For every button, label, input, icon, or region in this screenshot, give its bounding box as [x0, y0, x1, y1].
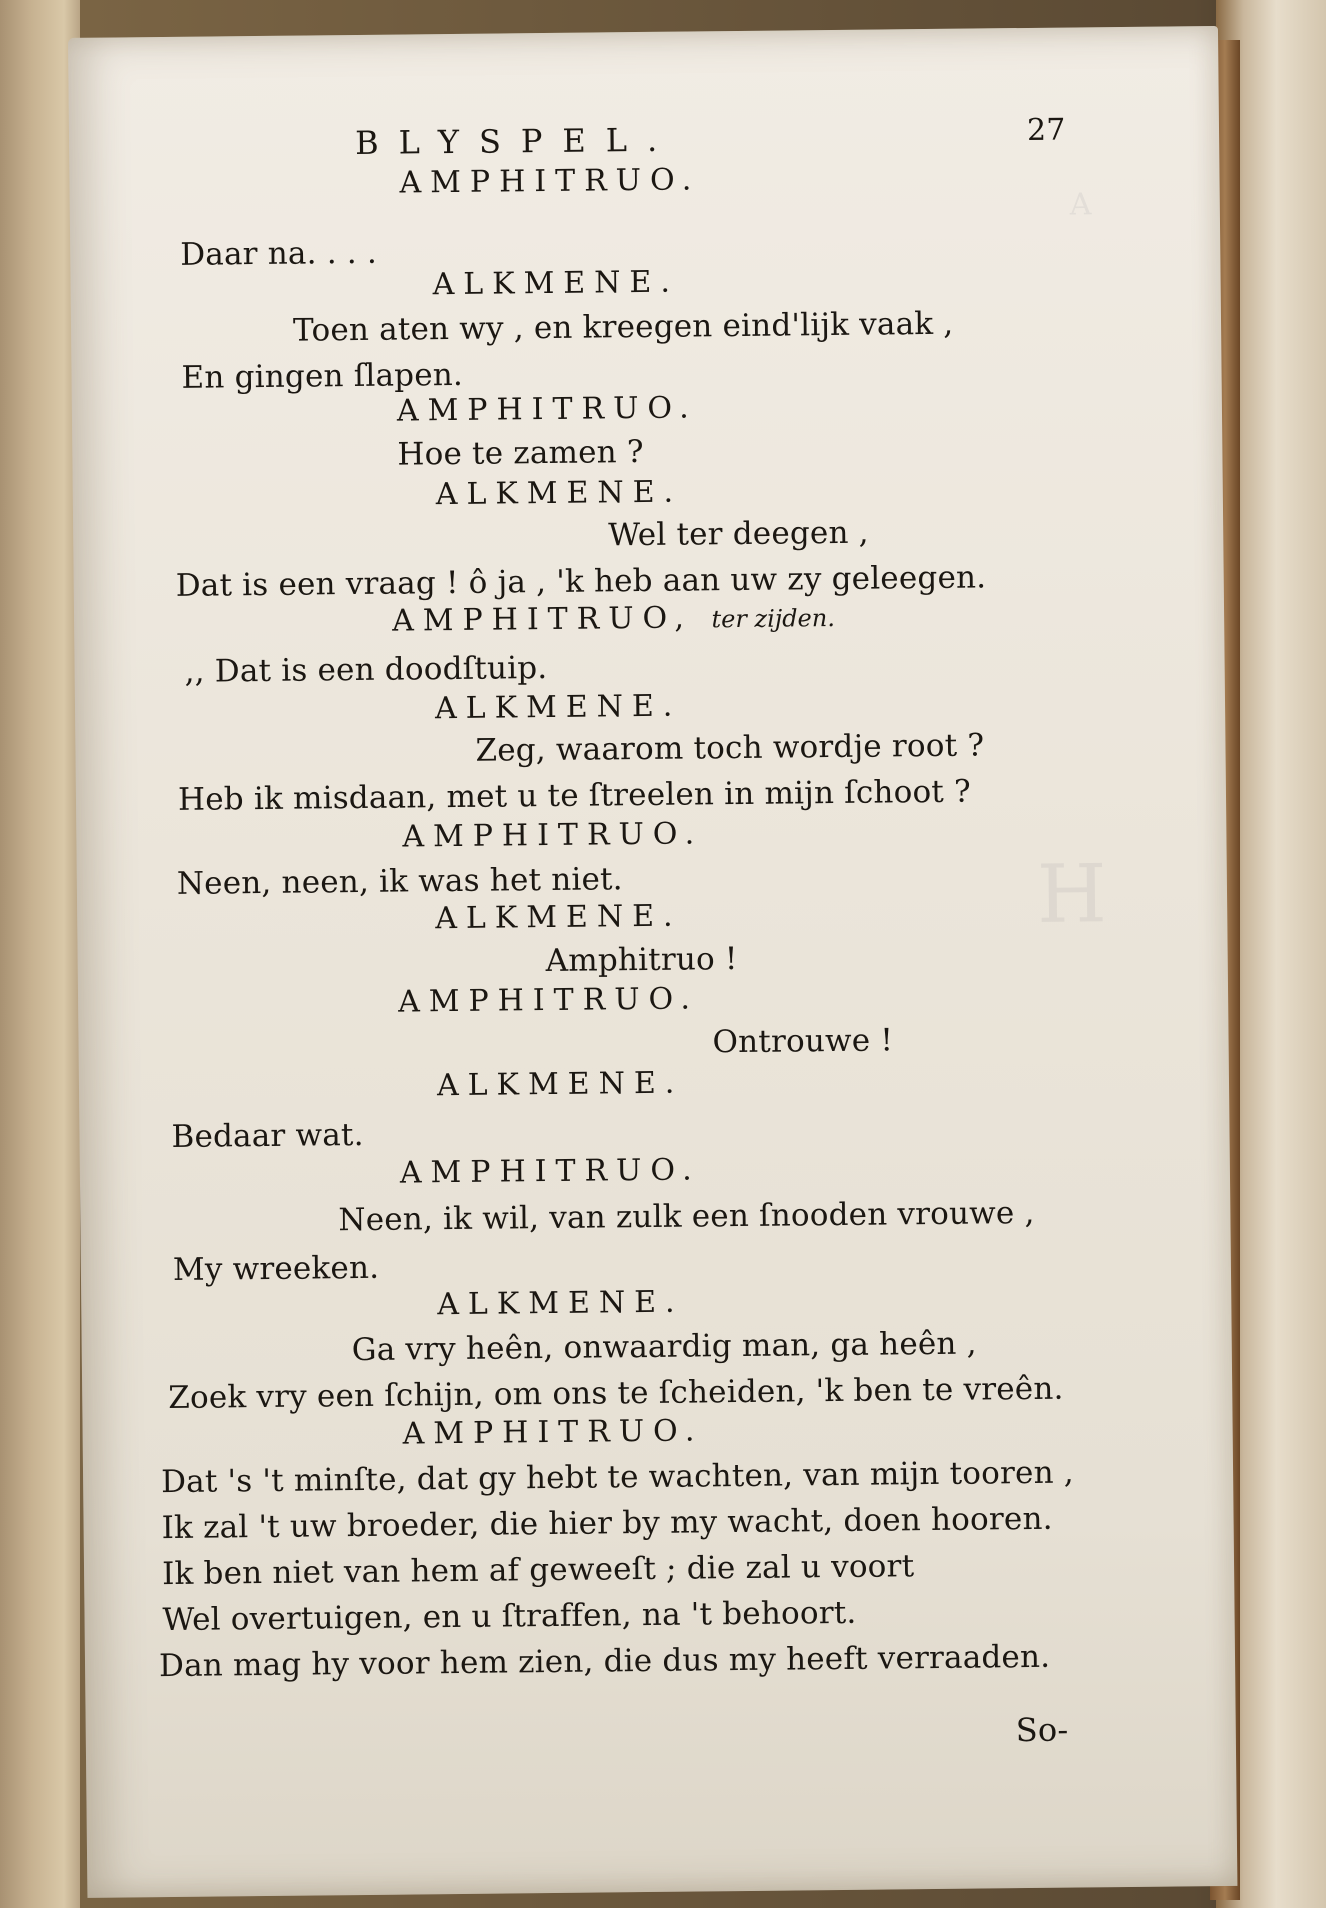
book-page	[68, 26, 1237, 1898]
verse-line: Hoe te zamen ?	[397, 433, 644, 473]
speaker-heading: ALKMENE.	[432, 264, 680, 303]
catchword: So-	[1015, 1710, 1069, 1750]
verse-line: Ontrouwe !	[712, 1022, 894, 1061]
speaker-heading: ALKMENE.	[436, 1065, 684, 1104]
speaker-heading: AMPHITRUO.	[399, 162, 701, 201]
verse-line: Amphitruo !	[545, 941, 738, 980]
show-through: H	[1036, 847, 1108, 941]
speaker-heading: AMPHITRUO.	[399, 1152, 701, 1191]
verse-line: Daar na. . . .	[180, 234, 378, 273]
show-through: A	[1069, 187, 1092, 223]
verse-line: Neen, ik wil, van zulk een ſnooden vrouwe ,	[338, 1194, 1035, 1239]
speaker-heading: ALKMENE.	[435, 474, 683, 513]
speaker-heading: AMPHITRUO.	[397, 981, 700, 1020]
speaker-heading: AMPHITRUO.	[402, 816, 704, 855]
speaker-name: AMPHITRUO,	[391, 600, 694, 639]
verse-line: Zeg, waarom toch wordje root ?	[475, 727, 985, 769]
verse-line: En gingen ſlapen.	[181, 356, 464, 396]
page-text	[68, 26, 1237, 1898]
verse-line: Ik ben niet van hem af geweeſt ; die zal u voort	[161, 1548, 915, 1593]
verse-line: Ga vry heên, onwaardig man, ga heên ,	[351, 1325, 977, 1369]
verse-line: Ik zal 't uw broeder, die hier by my wacht, doen hooren.	[161, 1500, 1053, 1547]
verse-line: Toen aten wy , en kreegen eind'lijk vaak ,	[292, 305, 954, 349]
page-number: 27	[1026, 112, 1066, 148]
speaker-heading: AMPHITRUO.	[402, 1413, 704, 1452]
speaker-heading: ALKMENE.	[434, 688, 682, 727]
facing-page-edge	[0, 0, 80, 1908]
verse-line: Heb ik misdaan, met u te ſtreelen in mijn ſchoot ?	[177, 773, 972, 818]
speaker-heading	[392, 602, 835, 637]
verse-line: Wel ter deegen ,	[608, 514, 869, 554]
verse-line: Dat 's 't minſte, dat gy hebt te wachten, van mijn tooren ,	[160, 1454, 1075, 1501]
verse-line: ,, Dat is een doodſtuip.	[184, 650, 548, 690]
verse-line: My wreeken.	[172, 1249, 380, 1288]
speaker-heading: AMPHITRUO.	[396, 390, 698, 429]
verse-line: Wel overtuigen, en u ſtraffen, na 't behoort.	[162, 1594, 857, 1639]
speaker-heading: ALKMENE.	[435, 898, 682, 937]
verse-line: Bedaar wat.	[171, 1116, 364, 1155]
stage-direction: ter zijden.	[711, 604, 836, 634]
speaker-heading: ALKMENE.	[437, 1284, 684, 1323]
verse-line: Dat is een vraag ! ô ja , 'k heb aan uw zy geleegen.	[175, 559, 987, 604]
verse-line: Zoek vry een ſchijn, om ons te ſcheiden, 'k ben te vreên.	[168, 1370, 1064, 1417]
running-head-title: BLYSPEL.	[354, 120, 678, 162]
verse-line: Dan mag hy voor hem zien, die dus my heeft verraaden.	[158, 1638, 1051, 1685]
verse-line: Neen, neen, ik was het niet.	[176, 861, 623, 902]
